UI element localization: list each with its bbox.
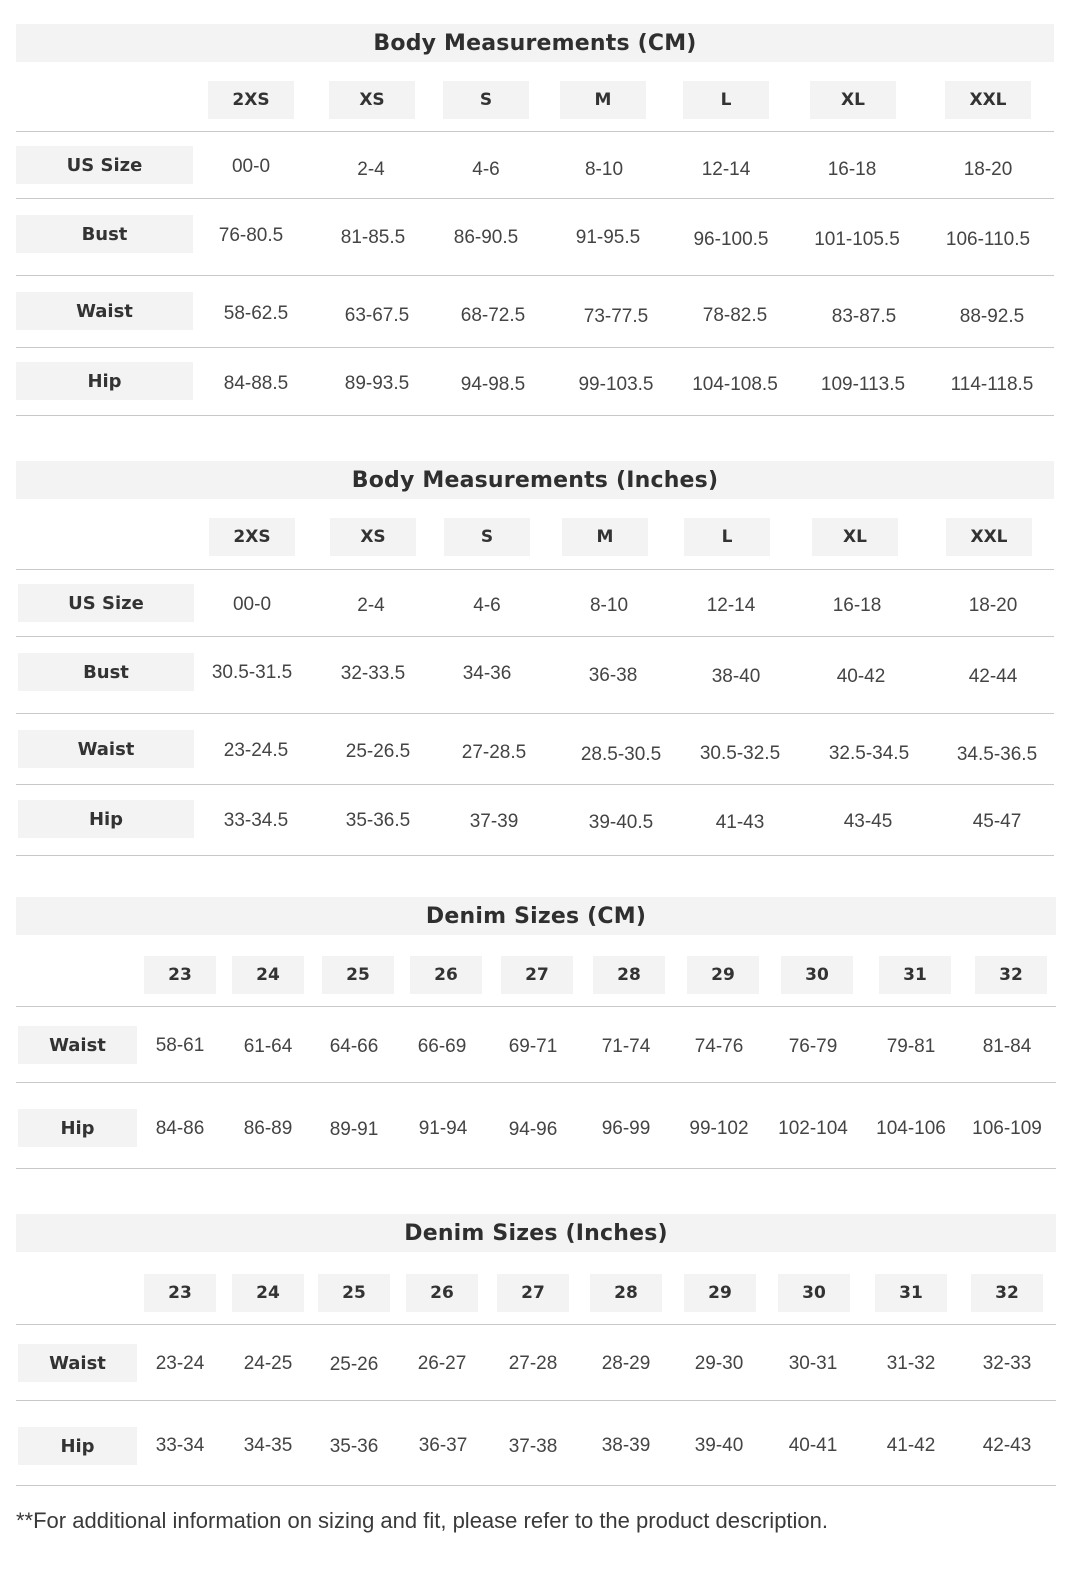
row-label: Hip [16, 362, 193, 400]
measurement-cell: 24-25 [243, 1353, 293, 1374]
measurement-cell: 39-40.5 [588, 812, 654, 833]
row-divider [16, 1400, 1056, 1401]
row-label: Waist [18, 730, 194, 768]
measurement-cell: 43-45 [843, 811, 893, 832]
row-label: US Size [16, 146, 193, 184]
measurement-cell: 12-14 [701, 159, 751, 180]
measurement-cell: 104-108.5 [692, 374, 778, 395]
measurement-cell: 8-10 [589, 595, 629, 616]
row-divider [16, 636, 1054, 637]
row-label: Bust [16, 215, 193, 253]
measurement-cell: 102-104 [778, 1118, 848, 1139]
size-header: XS [330, 518, 416, 556]
measurement-cell: 94-96 [508, 1119, 558, 1140]
measurement-cell: 00-0 [231, 156, 271, 177]
row-divider [16, 1006, 1056, 1007]
measurement-cell: 37-38 [508, 1436, 558, 1457]
size-header: 31 [879, 956, 951, 994]
measurement-cell: 34-36 [462, 663, 512, 684]
measurement-cell: 27-28.5 [461, 742, 527, 763]
size-header: 27 [497, 1274, 569, 1312]
size-header: 27 [501, 956, 573, 994]
measurement-cell: 106-110.5 [945, 229, 1031, 250]
measurement-cell: 2-4 [357, 159, 385, 180]
measurement-cell: 69-71 [508, 1036, 558, 1057]
measurement-cell: 40-42 [836, 666, 886, 687]
measurement-cell: 41-42 [886, 1435, 936, 1456]
size-header: 2XS [208, 81, 294, 119]
measurement-cell: 61-64 [243, 1036, 293, 1057]
row-label: Hip [18, 1109, 137, 1147]
measurement-cell: 18-20 [963, 159, 1013, 180]
measurement-cell: 42-44 [968, 666, 1018, 687]
row-divider [16, 198, 1054, 199]
measurement-cell: 106-109 [972, 1118, 1042, 1139]
row-divider [16, 569, 1054, 570]
measurement-cell: 26-27 [417, 1353, 467, 1374]
measurement-cell: 89-93.5 [344, 373, 410, 394]
row-label: Waist [18, 1026, 137, 1064]
row-label: Bust [18, 653, 194, 691]
measurement-cell: 58-61 [155, 1035, 205, 1056]
measurement-cell: 8-10 [584, 159, 624, 180]
size-header: 23 [144, 956, 216, 994]
measurement-cell: 25-26 [329, 1354, 379, 1375]
size-header: 29 [687, 956, 759, 994]
size-header: M [562, 518, 648, 556]
size-header: XXL [945, 81, 1031, 119]
size-header: S [443, 81, 529, 119]
measurement-cell: 23-24 [155, 1353, 205, 1374]
table-title: Body Measurements (CM) [16, 24, 1054, 62]
row-label: Waist [18, 1344, 137, 1382]
measurement-cell: 38-40 [711, 666, 761, 687]
measurement-cell: 76-80.5 [218, 225, 284, 246]
size-header: 24 [232, 1274, 304, 1312]
row-divider [16, 415, 1054, 416]
measurement-cell: 36-38 [588, 665, 638, 686]
measurement-cell: 37-39 [469, 811, 519, 832]
measurement-cell: 84-86 [155, 1118, 205, 1139]
size-header: 30 [781, 956, 853, 994]
measurement-cell: 23-24.5 [223, 740, 289, 761]
measurement-cell: 91-95.5 [575, 227, 641, 248]
row-divider [16, 347, 1054, 348]
size-header: 32 [975, 956, 1047, 994]
measurement-cell: 41-43 [715, 812, 765, 833]
measurement-cell: 34-35 [243, 1435, 293, 1456]
measurement-cell: 28.5-30.5 [580, 744, 662, 765]
footnote: **For additional information on sizing and fit, please refer to the product description. [16, 1508, 829, 1533]
measurement-cell: 99-102 [689, 1118, 749, 1139]
measurement-cell: 38-39 [601, 1435, 651, 1456]
size-header: 26 [410, 956, 482, 994]
size-header: 28 [590, 1274, 662, 1312]
measurement-cell: 78-82.5 [702, 305, 768, 326]
measurement-cell: 32-33.5 [340, 663, 406, 684]
measurement-cell: 81-85.5 [340, 227, 406, 248]
size-header: S [444, 518, 530, 556]
measurement-cell: 29-30 [694, 1353, 744, 1374]
table-title: Denim Sizes (Inches) [16, 1214, 1056, 1252]
measurement-cell: 4-6 [472, 159, 500, 180]
measurement-cell: 76-79 [788, 1036, 838, 1057]
measurement-cell: 71-74 [601, 1036, 651, 1057]
measurement-cell: 104-106 [876, 1118, 946, 1139]
measurement-cell: 32-33 [982, 1353, 1032, 1374]
row-divider [16, 1082, 1056, 1083]
measurement-cell: 86-90.5 [453, 227, 519, 248]
measurement-cell: 35-36 [329, 1436, 379, 1457]
measurement-cell: 4-6 [473, 595, 501, 616]
measurement-cell: 33-34 [155, 1435, 205, 1456]
size-header: XL [812, 518, 898, 556]
row-divider [16, 784, 1054, 785]
row-label: Hip [18, 1427, 137, 1465]
size-header: 30 [778, 1274, 850, 1312]
measurement-cell: 74-76 [694, 1036, 744, 1057]
measurement-cell: 73-77.5 [583, 306, 649, 327]
size-header: 29 [684, 1274, 756, 1312]
size-header: XS [329, 81, 415, 119]
measurement-cell: 2-4 [357, 595, 385, 616]
measurement-cell: 68-72.5 [460, 305, 526, 326]
row-divider [16, 275, 1054, 276]
measurement-cell: 30.5-32.5 [699, 743, 781, 764]
measurement-cell: 30-31 [788, 1353, 838, 1374]
measurement-cell: 84-88.5 [223, 373, 289, 394]
size-header: 2XS [209, 518, 295, 556]
measurement-cell: 27-28 [508, 1353, 558, 1374]
measurement-cell: 101-105.5 [814, 229, 900, 250]
row-label: US Size [18, 584, 194, 622]
row-label: Hip [18, 800, 194, 838]
measurement-cell: 25-26.5 [345, 741, 411, 762]
size-header: 25 [322, 956, 394, 994]
table-title: Denim Sizes (CM) [16, 897, 1056, 935]
measurement-cell: 31-32 [886, 1353, 936, 1374]
measurement-cell: 83-87.5 [831, 306, 897, 327]
measurement-cell: 39-40 [694, 1435, 744, 1456]
table-title: Body Measurements (Inches) [16, 461, 1054, 499]
measurement-cell: 42-43 [982, 1435, 1032, 1456]
row-divider [16, 131, 1054, 132]
row-divider [16, 1485, 1056, 1486]
measurement-cell: 91-94 [418, 1118, 468, 1139]
measurement-cell: 66-69 [417, 1036, 467, 1057]
measurement-cell: 16-18 [827, 159, 877, 180]
size-header: M [560, 81, 646, 119]
measurement-cell: 96-99 [601, 1118, 651, 1139]
measurement-cell: 34.5-36.5 [956, 744, 1038, 765]
size-header: L [684, 518, 770, 556]
size-header: 23 [144, 1274, 216, 1312]
size-header: L [683, 81, 769, 119]
measurement-cell: 40-41 [788, 1435, 838, 1456]
measurement-cell: 63-67.5 [344, 305, 410, 326]
measurement-cell: 81-84 [982, 1036, 1032, 1057]
size-table [0, 0, 1080, 1]
measurement-cell: 94-98.5 [460, 374, 526, 395]
measurement-cell: 30.5-31.5 [211, 662, 293, 683]
measurement-cell: 12-14 [706, 595, 756, 616]
size-header: XXL [946, 518, 1032, 556]
measurement-cell: 00-0 [232, 594, 272, 615]
measurement-cell: 109-113.5 [820, 374, 906, 395]
measurement-cell: 45-47 [972, 811, 1022, 832]
measurement-cell: 79-81 [886, 1036, 936, 1057]
measurement-cell: 58-62.5 [223, 303, 289, 324]
measurement-cell: 18-20 [968, 595, 1018, 616]
measurement-cell: 89-91 [329, 1119, 379, 1140]
size-header: 26 [406, 1274, 478, 1312]
size-header: XL [810, 81, 896, 119]
measurement-cell: 33-34.5 [223, 810, 289, 831]
size-header: 28 [593, 956, 665, 994]
size-header: 24 [232, 956, 304, 994]
measurement-cell: 99-103.5 [578, 374, 654, 395]
row-divider [16, 855, 1054, 856]
measurement-cell: 96-100.5 [693, 229, 769, 250]
row-divider [16, 713, 1054, 714]
measurement-cell: 16-18 [832, 595, 882, 616]
row-divider [16, 1168, 1056, 1169]
measurement-cell: 86-89 [243, 1118, 293, 1139]
size-header: 25 [318, 1274, 390, 1312]
measurement-cell: 114-118.5 [950, 374, 1034, 395]
row-label: Waist [16, 292, 193, 330]
measurement-cell: 28-29 [601, 1353, 651, 1374]
measurement-cell: 32.5-34.5 [828, 743, 910, 764]
measurement-cell: 88-92.5 [959, 306, 1025, 327]
row-divider [16, 1324, 1056, 1325]
measurement-cell: 64-66 [329, 1036, 379, 1057]
measurement-cell: 36-37 [418, 1435, 468, 1456]
size-header: 32 [971, 1274, 1043, 1312]
size-header: 31 [875, 1274, 947, 1312]
measurement-cell: 35-36.5 [345, 810, 411, 831]
